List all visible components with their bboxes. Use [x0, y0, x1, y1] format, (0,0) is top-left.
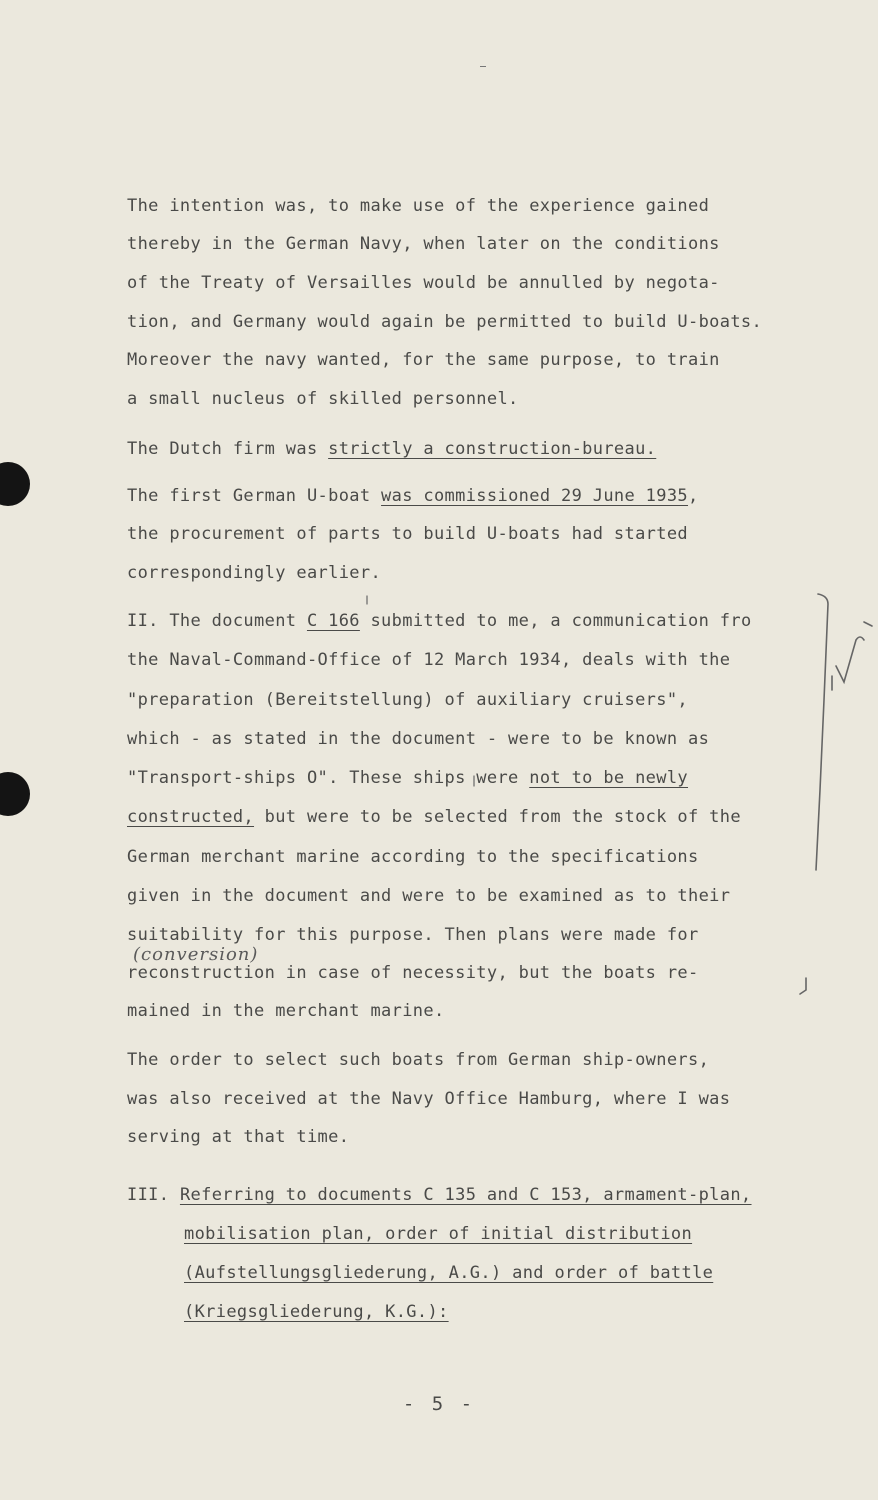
text-line: tion, and Germany would again be permitted to build U-boats. [127, 312, 763, 332]
margin-check-mark [836, 637, 864, 682]
underlined-text: strictly a construction-bureau. [328, 439, 657, 459]
margin-tick-mark [864, 622, 872, 626]
text-line: III. Referring to documents C 135 and C 153, armament-plan, [127, 1185, 752, 1205]
text-line: The Dutch firm was strictly a construction-bureau. [127, 439, 657, 459]
text-line: Moreover the navy wanted, for the same purpose, to train [127, 350, 720, 370]
text-line: The first German U-boat was commissioned 29 June 1935, [127, 486, 699, 506]
underlined-text: constructed, [127, 807, 255, 827]
text-line: the Naval-Command-Office of 12 March 1934, deals with the [127, 650, 731, 670]
margin-bracket-mark [816, 594, 828, 870]
text-line: The order to select such boats from German ship-owners, [127, 1050, 710, 1070]
text-line: thereby in the German Navy, when later on the conditions [127, 234, 720, 254]
underlined-text: C 166 [306, 611, 360, 631]
text-line: suitability for this purpose. Then plans were made for [127, 925, 699, 945]
text-line: the procurement of parts to build U-boats had started [127, 524, 688, 544]
text-line: reconstruction in case of necessity, but the boats re- [127, 963, 699, 983]
page-number: - 5 - [402, 1393, 476, 1415]
text-line: constructed, but were to be selected from the stock of the [127, 807, 741, 827]
underlined-text: mobilisation plan, order of initial distribution [184, 1224, 693, 1244]
underlined-text: Referring to documents C 135 and C 153, armament-plan, [179, 1185, 752, 1205]
text-line: "preparation (Bereitstellung) of auxiliary cruisers", [127, 690, 688, 710]
text-line: German merchant marine according to the specifications [127, 847, 699, 867]
text-line: mained in the merchant marine. [127, 1001, 445, 1021]
text-line: which - as stated in the document - were to be known as [127, 729, 710, 749]
underlined-text: not to be newly [529, 768, 689, 788]
underlined-text: was commissioned 29 June 1935 [381, 486, 689, 506]
underlined-text: (Aufstellungsgliederung, A.G.) and order of battle [184, 1263, 714, 1283]
underlined-text: (Kriegsgliederung, K.G.): [184, 1302, 449, 1322]
handwritten-note: (conversion) [133, 944, 259, 965]
text-line: II. The document C 166 submitted to me, a communication fro [127, 611, 752, 631]
text-line: a small nucleus of skilled personnel. [127, 389, 519, 409]
text-line: The intention was, to make use of the experience gained [127, 196, 710, 216]
text-line: was also received at the Navy Office Hamburg, where I was [127, 1089, 731, 1109]
margin-hook-mark [800, 978, 806, 994]
text-line: serving at that time. [127, 1127, 350, 1147]
text-line: "Transport-ships O". These ships were not to be newly [127, 768, 689, 788]
text-line: correspondingly earlier. [127, 563, 382, 583]
text-line: given in the document and were to be examined as to their [127, 886, 731, 906]
text-line: of the Treaty of Versailles would be annulled by negota- [127, 273, 720, 293]
